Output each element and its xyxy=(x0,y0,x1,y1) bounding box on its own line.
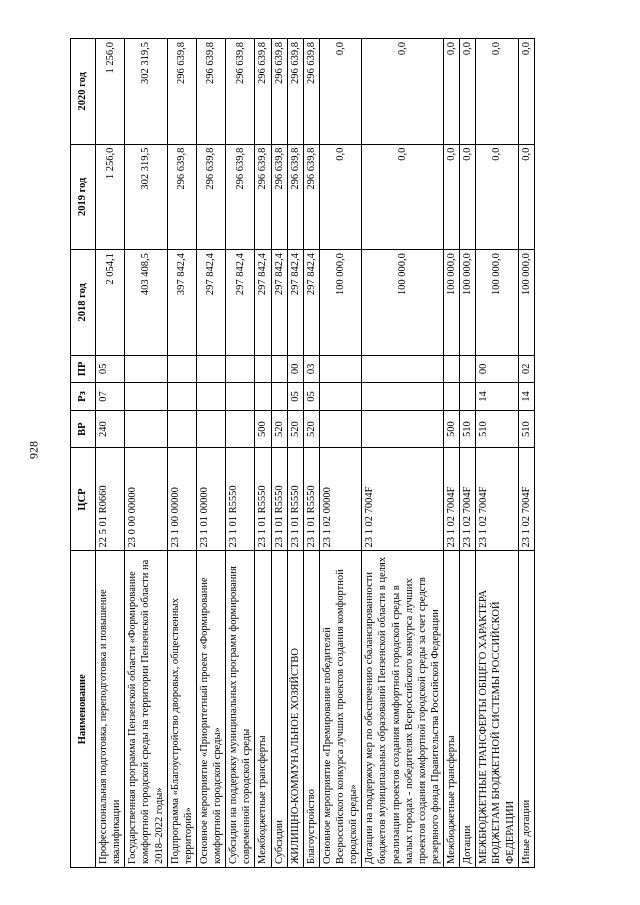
cell-2018: 297 842,4 xyxy=(226,250,255,356)
cell-csr: 23 1 02 7004F xyxy=(362,448,444,551)
cell-2020: 0,0 xyxy=(444,39,460,145)
cell-vr: 510 xyxy=(460,410,476,448)
budget-table xyxy=(70,38,535,868)
cell-2018: 397 842,4 xyxy=(167,250,196,356)
cell-pr xyxy=(271,355,287,383)
cell-rz: 05 xyxy=(303,383,319,411)
cell-csr: 23 1 01 R5550 xyxy=(287,448,303,551)
cell-2018: 100 000,0 xyxy=(444,250,460,356)
cell-2020: 296 639,8 xyxy=(271,39,287,145)
cell-2019: 296 639,8 xyxy=(167,144,196,250)
cell-2020: 0,0 xyxy=(362,39,444,145)
cell-2020: 296 639,8 xyxy=(226,39,255,145)
cell-name: Основное мероприятие «Приоритетный проект «Формирование комфортной городской среды» xyxy=(196,551,225,868)
table-row xyxy=(125,39,167,868)
cell-name: Дотации xyxy=(460,551,476,868)
cell-csr: 23 1 01 R5550 xyxy=(271,448,287,551)
cell-2018: 100 000,0 xyxy=(518,250,534,356)
table-header-row xyxy=(71,39,96,868)
cell-2019: 1 256,0 xyxy=(96,144,125,250)
cell-vr: 510 xyxy=(476,410,518,448)
cell-rz xyxy=(196,383,225,411)
cell-name: Подпрограмма «Благоустройство дворовых, общественных территорий» xyxy=(167,551,196,868)
cell-2018: 100 000,0 xyxy=(362,250,444,356)
table-row xyxy=(518,39,534,868)
cell-csr: 23 1 02 00000 xyxy=(319,448,361,551)
cell-vr xyxy=(226,410,255,448)
cell-csr: 23 1 02 7004F xyxy=(460,448,476,551)
cell-rz xyxy=(362,383,444,411)
cell-pr xyxy=(125,355,167,383)
cell-pr: 02 xyxy=(518,355,534,383)
cell-csr: 23 1 02 7004F xyxy=(476,448,518,551)
cell-name: Дотации на поддержку мер по обеспечению сбалансированности бюджетов муниципальных образований Пензенской области в целях реализации проектов создания комфортной городской среды в малых городах - победителях Всероссийского конкурса лучших проектов создания комфортной городской среды за счет средств резервного фонда Правительства Российской Федерации xyxy=(362,551,444,868)
cell-name: МЕЖБЮДЖЕТНЫЕ ТРАНСФЕРТЫ ОБЩЕГО ХАРАКТЕРА БЮДЖЕТАМ БЮДЖЕТНОЙ СИСТЕМЫ РОССИЙСКОЙ ФЕДЕРАЦИИ xyxy=(476,551,518,868)
cell-vr: 520 xyxy=(271,410,287,448)
cell-name: Основное мероприятие «Премирование победителей Всероссийского конкурса лучших проектов создания комфортной городской среды» xyxy=(319,551,361,868)
cell-csr: 23 1 01 R5550 xyxy=(255,448,271,551)
cell-vr xyxy=(125,410,167,448)
cell-2019: 296 639,8 xyxy=(287,144,303,250)
cell-name: Профессиональная подготовка, переподготовка и повышение квалификации xyxy=(96,551,125,868)
cell-2020: 296 639,8 xyxy=(303,39,319,145)
cell-rz: 05 xyxy=(287,383,303,411)
table-row xyxy=(167,39,196,868)
cell-2018: 297 842,4 xyxy=(287,250,303,356)
cell-csr: 23 1 01 00000 xyxy=(196,448,225,551)
cell-pr: 00 xyxy=(476,355,518,383)
cell-2020: 0,0 xyxy=(460,39,476,145)
cell-2019: 0,0 xyxy=(444,144,460,250)
cell-csr: 23 1 02 7004F xyxy=(444,448,460,551)
cell-2019: 296 639,8 xyxy=(271,144,287,250)
header-pr: ПР xyxy=(71,355,96,383)
page-number: 928 xyxy=(26,441,41,459)
cell-pr xyxy=(255,355,271,383)
cell-vr: 520 xyxy=(303,410,319,448)
header-vr: ВР xyxy=(71,410,96,448)
table-row xyxy=(303,39,319,868)
cell-2018: 297 842,4 xyxy=(271,250,287,356)
cell-2018: 297 842,4 xyxy=(196,250,225,356)
cell-rz xyxy=(226,383,255,411)
cell-csr: 22 5 01 R0660 xyxy=(96,448,125,551)
cell-pr xyxy=(196,355,225,383)
cell-csr: 23 1 00 00000 xyxy=(167,448,196,551)
cell-rz: 07 xyxy=(96,383,125,411)
cell-pr: 03 xyxy=(303,355,319,383)
cell-2019: 0,0 xyxy=(362,144,444,250)
cell-2019: 296 639,8 xyxy=(226,144,255,250)
table-row xyxy=(476,39,518,868)
cell-name: Иные дотации xyxy=(518,551,534,868)
table-row xyxy=(271,39,287,868)
cell-2020: 296 639,8 xyxy=(287,39,303,145)
cell-2019: 296 639,8 xyxy=(255,144,271,250)
cell-vr xyxy=(319,410,361,448)
cell-2019: 0,0 xyxy=(460,144,476,250)
cell-2018: 100 000,0 xyxy=(476,250,518,356)
rotated-table-page xyxy=(70,38,590,868)
cell-rz xyxy=(125,383,167,411)
cell-rz xyxy=(444,383,460,411)
cell-2020: 1 256,0 xyxy=(96,39,125,145)
cell-csr: 23 1 02 7004F xyxy=(518,448,534,551)
cell-2020: 296 639,8 xyxy=(196,39,225,145)
table-row xyxy=(255,39,271,868)
cell-pr xyxy=(167,355,196,383)
cell-vr xyxy=(362,410,444,448)
cell-2020: 0,0 xyxy=(518,39,534,145)
cell-2020: 0,0 xyxy=(319,39,361,145)
cell-rz xyxy=(255,383,271,411)
header-name: Наименование xyxy=(71,551,96,868)
table-row xyxy=(460,39,476,868)
header-2020: 2020 год xyxy=(71,39,96,145)
cell-2018: 100 000,0 xyxy=(460,250,476,356)
table-row xyxy=(319,39,361,868)
cell-vr: 240 xyxy=(96,410,125,448)
cell-rz xyxy=(271,383,287,411)
cell-pr xyxy=(460,355,476,383)
cell-csr: 23 1 01 R5550 xyxy=(226,448,255,551)
cell-vr: 500 xyxy=(255,410,271,448)
cell-vr: 520 xyxy=(287,410,303,448)
cell-rz: 14 xyxy=(476,383,518,411)
header-csr: ЦСР xyxy=(71,448,96,551)
cell-2020: 0,0 xyxy=(476,39,518,145)
cell-2019: 0,0 xyxy=(319,144,361,250)
cell-vr xyxy=(167,410,196,448)
cell-2020: 296 639,8 xyxy=(255,39,271,145)
cell-name: ЖИЛИЩНО-КОММУНАЛЬНОЕ ХОЗЯЙСТВО xyxy=(287,551,303,868)
cell-pr xyxy=(362,355,444,383)
cell-rz xyxy=(460,383,476,411)
cell-name: Субсидии на поддержку муниципальных программ формирования современной городской среды xyxy=(226,551,255,868)
cell-2018: 2 054,1 xyxy=(96,250,125,356)
cell-2020: 296 639,8 xyxy=(167,39,196,145)
header-rz: Рз xyxy=(71,383,96,411)
cell-vr xyxy=(196,410,225,448)
header-2018: 2018 год xyxy=(71,250,96,356)
table-row xyxy=(444,39,460,868)
cell-2018: 100 000,0 xyxy=(319,250,361,356)
table-row xyxy=(287,39,303,868)
table-row xyxy=(196,39,225,868)
cell-2019: 296 639,8 xyxy=(196,144,225,250)
cell-pr: 00 xyxy=(287,355,303,383)
cell-2018: 297 842,4 xyxy=(255,250,271,356)
cell-2019: 0,0 xyxy=(476,144,518,250)
cell-2018: 403 408,5 xyxy=(125,250,167,356)
table-row xyxy=(362,39,444,868)
cell-csr: 23 1 01 R5550 xyxy=(303,448,319,551)
cell-2019: 302 319,5 xyxy=(125,144,167,250)
cell-2020: 302 319,5 xyxy=(125,39,167,145)
cell-rz xyxy=(319,383,361,411)
header-2019: 2019 год xyxy=(71,144,96,250)
cell-csr: 23 0 00 00000 xyxy=(125,448,167,551)
cell-2018: 297 842,4 xyxy=(303,250,319,356)
cell-pr: 05 xyxy=(96,355,125,383)
table-row xyxy=(226,39,255,868)
cell-rz: 14 xyxy=(518,383,534,411)
cell-rz xyxy=(167,383,196,411)
cell-2019: 296 639,8 xyxy=(303,144,319,250)
cell-name: Межбюджетные трансферты xyxy=(255,551,271,868)
cell-2019: 0,0 xyxy=(518,144,534,250)
cell-name: Государственная программа Пензенской области «Формирование комфортной городской среды на территории Пензенской области на 2018–2022 годы» xyxy=(125,551,167,868)
cell-pr xyxy=(319,355,361,383)
cell-pr xyxy=(444,355,460,383)
cell-name: Благоустройство xyxy=(303,551,319,868)
cell-name: Межбюджетные трансферты xyxy=(444,551,460,868)
cell-vr: 500 xyxy=(444,410,460,448)
cell-name: Субсидии xyxy=(271,551,287,868)
table-row xyxy=(96,39,125,868)
cell-vr: 510 xyxy=(518,410,534,448)
cell-pr xyxy=(226,355,255,383)
